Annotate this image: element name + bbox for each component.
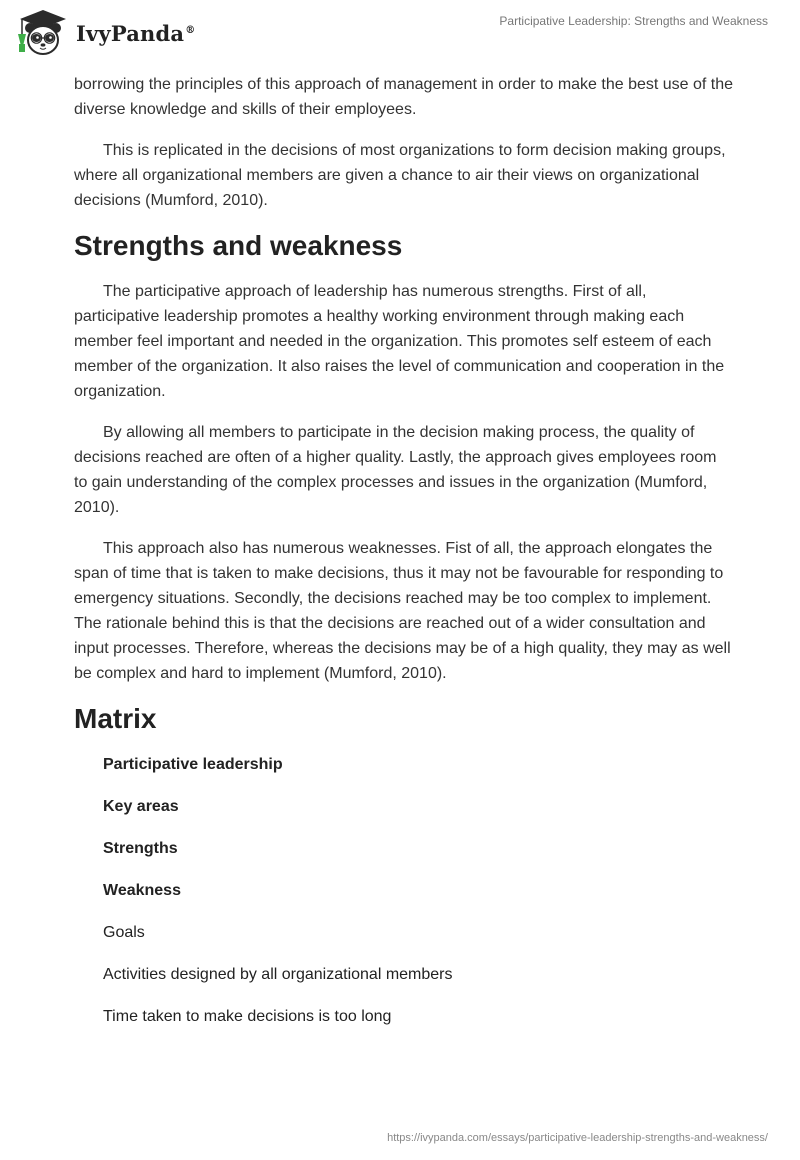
logo-text: IvyPanda xyxy=(76,20,185,46)
paragraph: This approach also has numerous weaknesses. Fist of all, the approach elongates the span of time that is taken to make decisions, thus it may not be favourable for responding to emergency situations. Secondly, the decisions reached may be too complex to implement. The rationale behind this is that the decisions are reached out of a wider consultation and input processes. Therefore, whereas the decisions may be of a high quality, they may as well be complex and hard to implement (Mumford, 2010). xyxy=(74,540,731,682)
section-heading-matrix: Matrix xyxy=(74,703,157,734)
paragraph: borrowing the principles of this approach of management in order to make the best use of the diverse knowledge and skills of their employees. xyxy=(74,76,734,118)
matrix-item: Key areas xyxy=(103,798,179,815)
paragraph: The participative approach of leadership has numerous strengths. First of all, participative leadership promotes a healthy working environment through making each member feel important and needed in the organization. This promotes self esteem of each member of the organization. It also raises the level of communication and cooperation in the organization. xyxy=(74,283,725,400)
matrix-item: Participative leadership xyxy=(103,756,283,773)
essay-content xyxy=(74,72,734,1046)
logo-wordmark xyxy=(76,21,195,46)
matrix-item: Weakness xyxy=(103,882,181,899)
paragraph: By allowing all members to participate in the decision making process, the quality of decisions reached are often of a higher quality. Lastly, the approach gives employees room to gain understanding of the complex processes and issues in the organization (Mumford, 2010). xyxy=(74,424,717,516)
matrix-item: Time taken to make decisions is too long xyxy=(103,1008,392,1025)
logo[interactable] xyxy=(14,8,195,58)
paragraph: This is replicated in the decisions of most organizations to form decision making groups, where all organizational members are given a chance to air their views on organizational decisions (Mumford, 2010). xyxy=(74,142,726,209)
matrix-item: Strengths xyxy=(103,840,178,857)
source-url[interactable]: https://ivypanda.com/essays/participative-leadership-strengths-and-weakness/ xyxy=(387,1132,768,1144)
document-title: Participative Leadership: Strengths and Weakness xyxy=(499,14,768,28)
registered-mark: ® xyxy=(185,24,196,36)
matrix-list xyxy=(74,752,734,1029)
matrix-item: Goals xyxy=(103,924,145,941)
section-heading-strengths: Strengths and weakness xyxy=(74,230,403,261)
page-header xyxy=(0,0,800,70)
matrix-item: Activities designed by all organizational members xyxy=(103,966,453,983)
panda-logo-icon xyxy=(14,8,72,58)
